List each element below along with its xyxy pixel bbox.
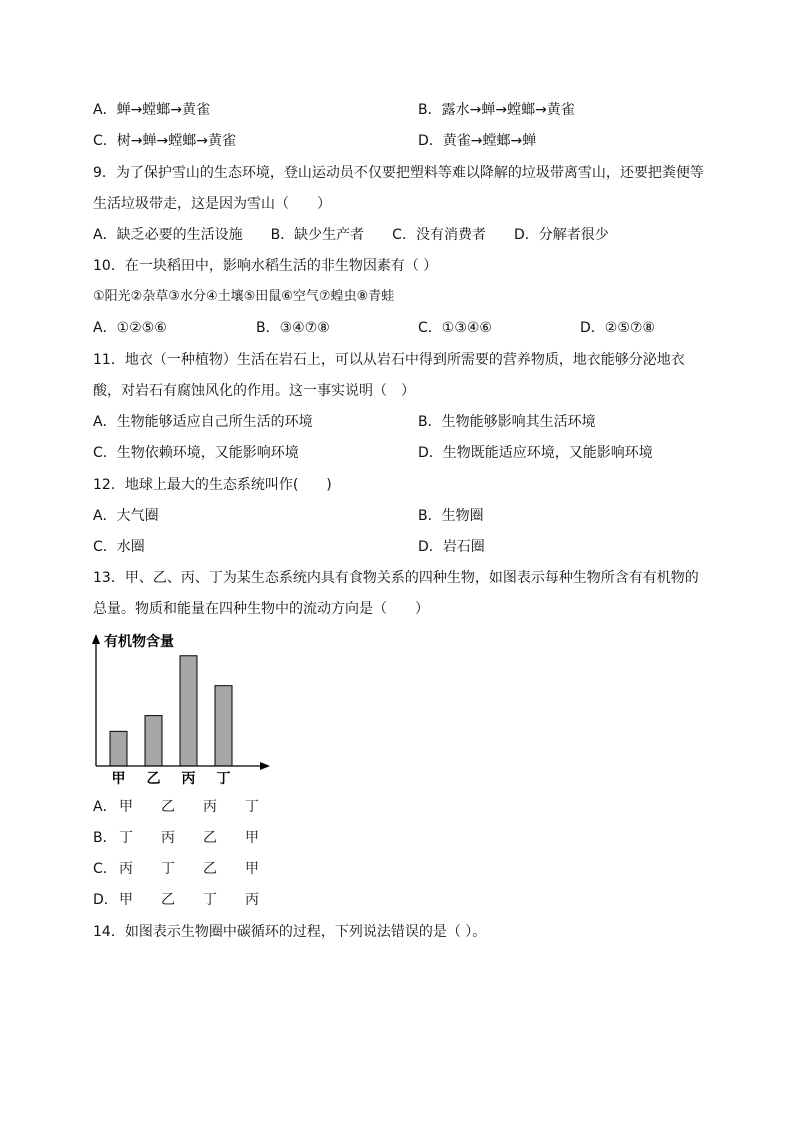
seq-item: 甲 (245, 830, 259, 846)
q13-option-c (93, 860, 287, 878)
q9-stem-line2: 生活垃圾带走，这是因为雪山（ ） (93, 196, 331, 212)
q11-option-c: C．生物依赖环境，又能影响环境 (93, 445, 299, 461)
q13-stem-line1: 13．甲、乙、丙、丁为某生态系统内具有食物关系的四种生物，如图表示每种生物所含有有机物的 (93, 570, 699, 586)
q11-option-b: B．生物能够影响其生活环境 (418, 414, 596, 430)
seq-item: 乙 (203, 830, 217, 846)
q10-stem: 10．在一块稻田中，影响水稻生活的非生物因素有（ ） (93, 258, 438, 274)
q13-option-a-label: A． (93, 799, 117, 815)
seq-item: 丙 (245, 892, 259, 908)
seq-item: 乙 (161, 799, 175, 815)
q9-options: A．缺乏必要的生活设施 B．缺少生产者 C．没有消费者 D．分解者很少 (93, 227, 609, 243)
seq-item: 丁 (161, 861, 175, 877)
q13-option-c-label: C． (93, 861, 117, 877)
q12-option-d: D．岩石圈 (418, 539, 485, 555)
q10-items: ①阳光②杂草③水分④土壤⑤田鼠⑥空气⑦蝗虫⑧青蛙 (93, 289, 395, 304)
q8-option-a: A．蝉→螳螂→黄雀 (93, 102, 211, 118)
bar-丁 (215, 686, 232, 766)
q10-option-b: B．③④⑦⑧ (256, 320, 330, 336)
organic-matter-bar-chart (92, 630, 282, 788)
seq-item: 丁 (119, 830, 133, 846)
x-tick-label: 丁 (216, 771, 231, 787)
x-tick-label: 甲 (111, 771, 126, 787)
seq-item: 丁 (245, 799, 259, 815)
seq-item: 乙 (203, 861, 217, 877)
q12-option-a: A．大气圈 (93, 508, 159, 524)
q13-option-d (93, 891, 287, 909)
q12-stem: 12．地球上最大的生态系统叫作( ) (93, 477, 332, 493)
x-tick-label: 丙 (181, 771, 196, 787)
x-tick-label: 乙 (146, 771, 161, 787)
x-axis-arrow (260, 762, 270, 770)
q8-option-d: D．黄雀→螳螂→蝉 (418, 133, 537, 149)
q11-stem-line2: 酸，对岩石有腐蚀风化的作用。这一事实说明（ ） (93, 383, 415, 399)
q13-option-d-label: D． (93, 892, 118, 908)
seq-item: 甲 (119, 799, 133, 815)
seq-item: 丙 (119, 861, 133, 877)
q9-stem-line1: 9．为了保护雪山的生态环境，登山运动员不仅要把塑料等难以降解的垃圾带离雪山，还要把粪便等 (93, 165, 704, 181)
q13-option-b (93, 829, 287, 847)
q13-option-b-label: B． (93, 830, 117, 846)
seq-item: 丙 (161, 830, 175, 846)
q14-stem: 14．如图表示生物圈中碳循环的过程，下列说法错误的是（ ）。 (93, 924, 487, 940)
seq-item: 甲 (245, 861, 259, 877)
bar-甲 (110, 731, 127, 766)
q11-stem-line1: 11．地衣（一种植物）生活在岩石上，可以从岩石中得到所需要的营养物质，地衣能够分泌地衣 (93, 352, 685, 368)
bar-丙 (180, 656, 197, 766)
seq-item: 丁 (203, 892, 217, 908)
y-axis-label: 有机物含量 (104, 634, 174, 650)
q13-option-a (93, 798, 287, 816)
q11-option-a: A．生物能够适应自己所生活的环境 (93, 414, 313, 430)
q10-option-a: A．①②⑤⑥ (93, 320, 167, 336)
seq-item: 乙 (161, 892, 175, 908)
q8-option-c: C．树→蝉→螳螂→黄雀 (93, 133, 236, 149)
seq-item: 丙 (203, 799, 217, 815)
q13-stem-line2: 总量。物质和能量在四种生物中的流动方向是（ ） (93, 601, 429, 617)
q8-option-b: B．露水→蝉→螳螂→黄雀 (418, 102, 575, 118)
q11-option-d: D．生物既能适应环境，又能影响环境 (418, 445, 653, 461)
q10-option-c: C．①③④⑥ (418, 320, 492, 336)
q12-option-c: C．水圈 (93, 539, 145, 555)
bar-乙 (145, 716, 162, 766)
q12-option-b: B．生物圈 (418, 508, 484, 524)
seq-item: 甲 (119, 892, 133, 908)
q10-option-d: D．②⑤⑦⑧ (580, 320, 655, 336)
y-axis-arrow (92, 634, 100, 644)
